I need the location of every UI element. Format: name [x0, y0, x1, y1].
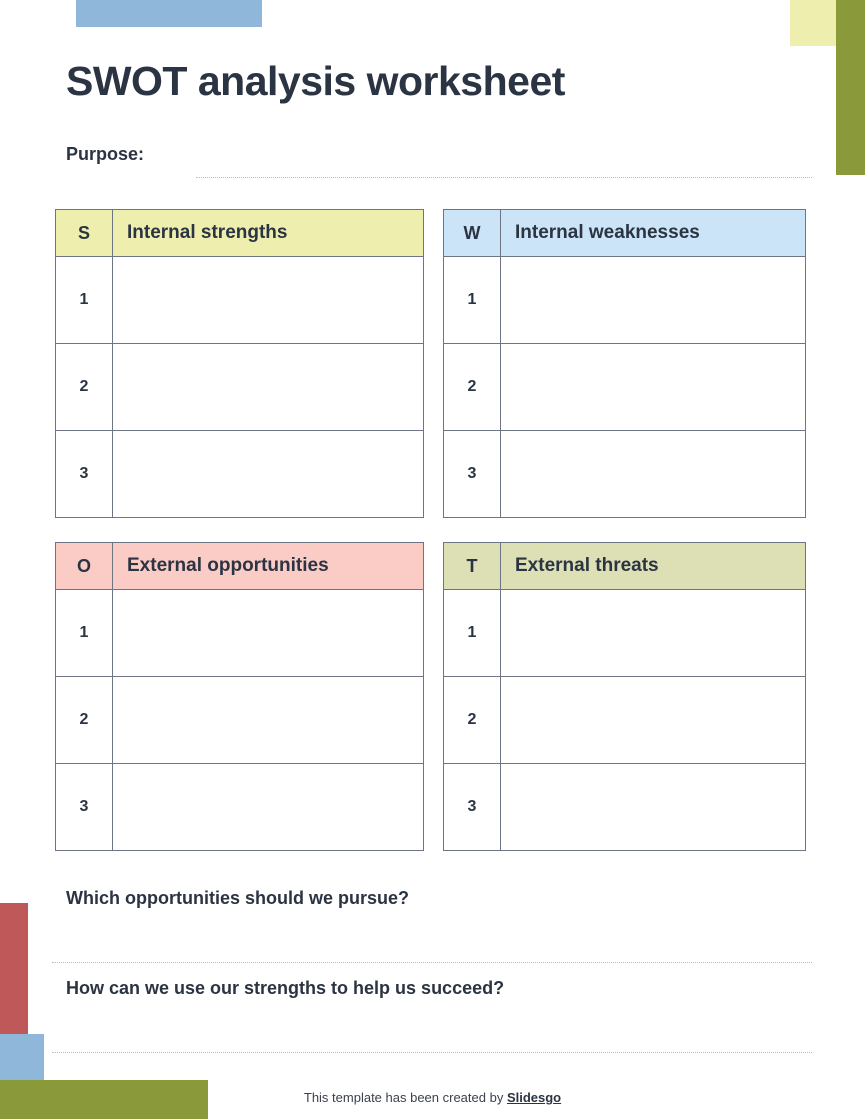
row-number: 2	[444, 344, 501, 431]
decoration-top-blue-bar	[76, 0, 262, 27]
table-row	[56, 764, 424, 851]
table-row	[56, 344, 424, 431]
entry-cell-weaknesses-1[interactable]	[501, 257, 806, 344]
row-number: 3	[444, 764, 501, 851]
entry-cell-threats-1[interactable]	[501, 590, 806, 677]
swot-table-threats	[443, 542, 806, 851]
table-header-row	[444, 210, 806, 257]
table-header-row	[56, 210, 424, 257]
question-block-1	[66, 888, 812, 909]
quadrant-title-threats: External threats	[501, 543, 806, 590]
slidesgo-link[interactable]: Slidesgo	[506, 1090, 562, 1105]
table-row	[56, 431, 424, 518]
entry-cell-threats-2[interactable]	[501, 677, 806, 764]
decoration-top-cream-block	[790, 0, 836, 46]
entry-cell-strengths-3[interactable]	[113, 431, 424, 518]
entry-cell-weaknesses-2[interactable]	[501, 344, 806, 431]
question-label-2: How can we use our strengths to help us succeed?	[66, 978, 505, 998]
question-answer-line-1[interactable]	[52, 962, 812, 963]
decoration-top-olive-bar	[836, 0, 865, 175]
table-row	[444, 344, 806, 431]
swot-table-strengths	[55, 209, 424, 518]
row-number: 2	[56, 677, 113, 764]
quadrant-letter-s: S	[56, 210, 113, 257]
row-number: 1	[444, 590, 501, 677]
table-row	[56, 590, 424, 677]
table-row	[444, 764, 806, 851]
row-number: 3	[56, 431, 113, 518]
row-number: 2	[56, 344, 113, 431]
purpose-input-line[interactable]	[196, 177, 812, 178]
table-row	[444, 431, 806, 518]
footer-credit-prefix: This template has been created by	[303, 1090, 507, 1105]
footer-credit	[0, 1090, 865, 1105]
quadrant-letter-t: T	[444, 543, 501, 590]
table-row	[444, 677, 806, 764]
question-block-2	[66, 978, 812, 999]
table-row	[56, 257, 424, 344]
row-number: 3	[444, 431, 501, 518]
row-number: 2	[444, 677, 501, 764]
entry-cell-weaknesses-3[interactable]	[501, 431, 806, 518]
quadrant-letter-w: W	[444, 210, 501, 257]
quadrant-letter-o: O	[56, 543, 113, 590]
entry-cell-threats-3[interactable]	[501, 764, 806, 851]
question-label-1: Which opportunities should we pursue?	[66, 888, 409, 908]
quadrant-title-weaknesses: Internal weaknesses	[501, 210, 806, 257]
row-number: 1	[56, 590, 113, 677]
page-title: SWOT analysis worksheet	[66, 58, 565, 104]
row-number: 1	[56, 257, 113, 344]
row-number: 1	[444, 257, 501, 344]
entry-cell-strengths-2[interactable]	[113, 344, 424, 431]
entry-cell-opportunities-2[interactable]	[113, 677, 424, 764]
entry-cell-opportunities-3[interactable]	[113, 764, 424, 851]
table-header-row	[444, 543, 806, 590]
table-row	[444, 590, 806, 677]
swot-table-opportunities	[55, 542, 424, 851]
question-answer-line-2[interactable]	[52, 1052, 812, 1053]
table-row	[56, 677, 424, 764]
purpose-row	[66, 144, 812, 178]
quadrant-title-strengths: Internal strengths	[113, 210, 424, 257]
entry-cell-opportunities-1[interactable]	[113, 590, 424, 677]
purpose-label: Purpose:	[66, 144, 145, 164]
quadrant-title-opportunities: External opportunities	[113, 543, 424, 590]
entry-cell-strengths-1[interactable]	[113, 257, 424, 344]
table-header-row	[56, 543, 424, 590]
decoration-bottom-red-bar	[0, 903, 28, 1035]
decoration-bottom-blue-block	[0, 1034, 44, 1080]
swot-table-weaknesses	[443, 209, 806, 518]
row-number: 3	[56, 764, 113, 851]
table-row	[444, 257, 806, 344]
